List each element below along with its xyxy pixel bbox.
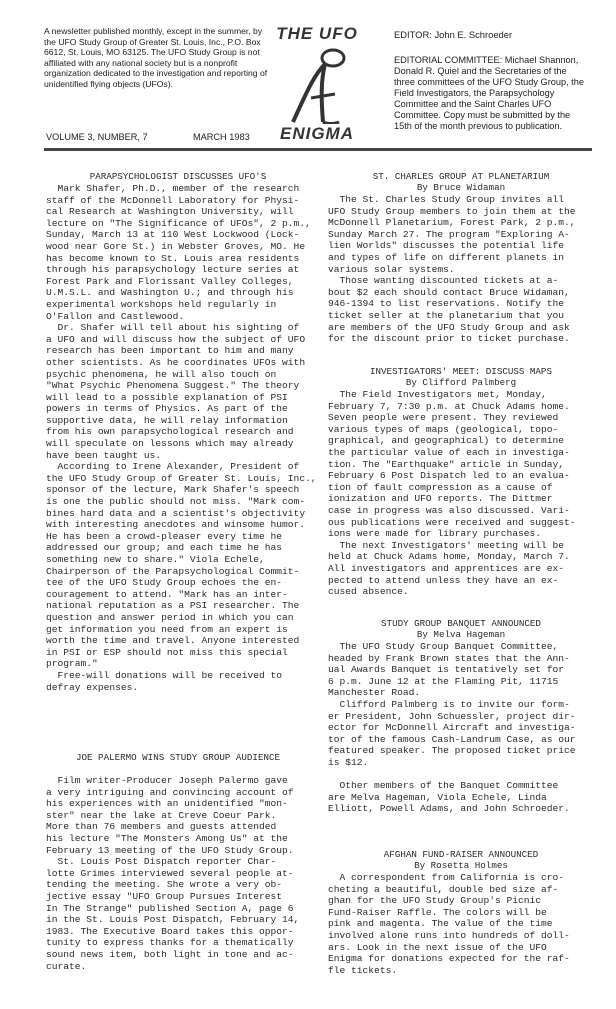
article-investigators (328, 389, 576, 598)
article-line: are Melva Hageman, Viola Echele, Linda (328, 791, 547, 803)
article-headline: STUDY GROUP BANQUET ANNOUNCED By Melva Hageman (326, 618, 596, 641)
article-line: in the St. Louis Post Dispatch, February 14, (46, 914, 300, 926)
article-line: Dr. Shafer will tell about his sighting of (46, 322, 300, 334)
editor-line: EDITOR: John E. Schroeder (394, 29, 513, 40)
article-line: various types of maps (geological, topo- (328, 423, 559, 435)
article-line: He has been a crowd-pleaser every time he (46, 530, 283, 542)
article-line: his lecture "The Monsters Among Us" at the (46, 832, 288, 844)
article-line: a very intriguing and convincing account of (46, 786, 294, 798)
article-line: ous publications were received and suggest- (328, 516, 576, 528)
article-line: The next Investigators' meeting will be (328, 539, 565, 551)
article-line: Free-will donations will be received to (46, 669, 283, 681)
article-line: powers in terms of Physics. As part of the (46, 403, 288, 415)
article-line: Those wanting discounted tickets at a- (328, 275, 559, 287)
article-line: Elliott, Powell Adams, and John Schroeder. (328, 803, 570, 815)
article-line: defray expenses. (46, 681, 139, 693)
article-line: Mark Shafer, Ph.D., member of the research (46, 183, 300, 194)
article-line: All investigators and apprentices are ex- (328, 562, 565, 574)
article-line: have been taught us. (46, 449, 162, 461)
article-line: Enigma for donations expected for the raf- (328, 953, 570, 965)
article-line: ions were made for library purchases. (328, 528, 542, 540)
article-line: Clifford Palmberg is to invite our form- (328, 698, 570, 710)
article-line: U.M.S.L. and Washington U.; and through his (46, 287, 294, 299)
article-line: held at Chuck Adams home, Monday, March 7. (328, 551, 570, 563)
article-line: More than 76 members and guests attended (46, 821, 277, 833)
article-line: February 7, 7:30 p.m. at Chuck Adams home. (328, 400, 570, 412)
article-line: lien Worlds" discusses the potential life (328, 240, 565, 252)
article-line: fle tickets. (328, 964, 398, 976)
article-byline: By Clifford Palmberg (405, 377, 517, 389)
article-line: experimental workshops held regularly in (46, 298, 277, 310)
article-line: from his own parapsychological research and (46, 426, 294, 438)
article-headline: JOE PALERMO WINS STUDY GROUP AUDIENCE (76, 752, 280, 763)
article-line: a UFO and will discuss how the subject of UFO (46, 333, 306, 345)
article-line: Seven people were present. They reviewed (328, 412, 559, 424)
article-line: get information you need from an expert is (46, 623, 288, 635)
article-line: Fund-Raiser Raffle. The colors will be (328, 906, 547, 918)
article-line: jective essay "UFO Group Pursues Interest (46, 890, 283, 902)
article-line: The Field Investigators met, Monday, (328, 389, 547, 400)
article-afghan (328, 872, 570, 976)
article-line: UFO Study Group members to join them at the (328, 205, 576, 217)
article-line: through his parapsychology lecture series at (46, 264, 300, 276)
article-line: and types of life on different planets in (328, 251, 565, 263)
article-line: psychic phenomena, he will also touch on (46, 368, 277, 380)
article-line: tee of the UFO Study Group echoes the en- (46, 577, 283, 589)
article-line: lotte Grimes interviewed several people at- (46, 867, 294, 879)
article-line: According to Irene Alexander, President of (46, 461, 300, 473)
article-line: involved alone runs into hundreds of doll- (328, 929, 570, 941)
article-line: tion of fault compression as a cause of (328, 481, 553, 493)
article-palermo (46, 775, 299, 972)
article-line: bout $2 each should contact Bruce Widaman, (328, 286, 570, 298)
article-byline: By Melva Hageman (416, 629, 506, 641)
article-line: The St. Charles Study Group invites all (328, 194, 565, 205)
article-banquet (328, 641, 576, 815)
logo-title-bottom: ENIGMA (280, 124, 354, 143)
article-planetarium (328, 194, 576, 345)
article-line: couragement to attend. "Mark has an inter- (46, 588, 288, 600)
article-line: cheting a beautiful, double bed size af- (328, 883, 559, 895)
volume-number: VOLUME 3, NUMBER, 7 (46, 132, 148, 142)
article-byline: By Rosetta Holmes (414, 860, 508, 872)
article-line: something new to share." Viola Echele, (46, 554, 265, 565)
article-line: Film writer-Producer Joseph Palermo gave (46, 775, 288, 786)
article-line: ual Awards Banquet is tentatively set for (328, 664, 565, 676)
article-line: for the discount prior to ticket purchase. (328, 333, 570, 345)
article-line: cused absence. (328, 586, 409, 598)
article-line: 1983. The Executive Board takes this oppor- (46, 925, 294, 937)
article-line: staff of the McDonnell Laboratory for Physi- (46, 194, 300, 206)
article-line: ghan for the UFO Study Group's Picnic (328, 895, 542, 907)
article-line: "What Psychic Phenomena Suggest." The theory (46, 380, 300, 392)
article-line: the UFO Study Group of Greater St. Louis, Inc., (46, 472, 317, 484)
article-line: St. Louis Post Dispatch reporter Char- (46, 856, 277, 868)
article-line: ticket seller at the planetarium that you (328, 309, 565, 321)
article-line: The UFO Study Group Banquet Committee, (328, 641, 559, 652)
article-line: Other members of the Banquet Committee (328, 780, 559, 792)
article-line: question and answer period in which you can (46, 611, 294, 623)
article-line: 946-1394 to list reservations. Notify the (328, 298, 565, 310)
article-line: lecture on "The Significance of UFOs", 2 p.m., (46, 217, 311, 229)
article-line: in PSI or ESP should not miss this special (46, 646, 288, 658)
issue-date: MARCH 1983 (193, 132, 250, 142)
article-line: O'Fallon and Castlewood. (46, 310, 185, 322)
article-line: cal Research at Washington University, will (46, 206, 294, 218)
article-line: featured speaker. The proposed ticket price (328, 745, 576, 757)
article-line: is one the public should not miss. "Mark com- (46, 496, 306, 508)
article-headline: INVESTIGATORS' MEET: DISCUSS MAPS By Clifford Palmberg (326, 366, 596, 389)
article-line: will lead to a possible explanation of PSI (46, 391, 288, 403)
article-line: his experiences with an unidentified "mon- (46, 798, 288, 810)
article-line: sponsor of the lecture, Mark Shafer's speech (46, 484, 300, 496)
article-line (328, 769, 576, 781)
article-parapsychologist (46, 183, 317, 693)
article-line: pink and magenta. The value of the time (328, 918, 553, 930)
article-headline: AFGHAN FUND-RAISER ANNOUNCED By Rosetta Holmes (326, 849, 596, 872)
article-headline: ST. CHARLES GROUP AT PLANETARIUM By Bruce Widaman (326, 171, 596, 194)
article-byline: By Bruce Widaman (416, 182, 506, 194)
article-line: Sunday March 27. The program "Exploring A- (328, 228, 570, 240)
article-line: 6 p.m. June 12 at the Flaming Pit, 11715 (328, 675, 559, 687)
article-line: February 13 meeting of the UFO Study Group. (46, 844, 294, 856)
article-line: the particular value of each in investiga- (328, 446, 570, 458)
article-line: other scientists. As he coordinates UFOs with (46, 356, 306, 368)
article-line: February 6 Post Dispatch led to an evalua- (328, 470, 570, 482)
article-line: In The Strange" published Section A, page 6 (46, 902, 294, 914)
article-line: bines hard data and a scientist's objectivity (46, 507, 306, 519)
article-line: tor of the famous Cash-Landrum Case, as our (328, 733, 576, 745)
article-line: supportive data, he will relay information (46, 414, 288, 426)
article-line: curate. (46, 960, 87, 972)
article-line: are members of the UFO Study Group and ask (328, 321, 570, 333)
article-line: Forest Park and Florissant Valley Colleges, (46, 275, 294, 287)
masthead-intro: A newsletter published monthly, except in the summer, by the UFO Study Group of Greater St. Louis, Inc., P.O. Box 6612, St. Louis, MO 63125. The UFO Study Group is not affiliated with any national society but is a nonprofit organization dedicated to the investigation and reporting of unidentified flying objects (UFOs). (44, 26, 268, 89)
article-line: is $12. (328, 756, 369, 768)
article-line: wood near Gore St.) in Webster Groves, MO. He (46, 240, 306, 252)
article-line: research has been important to him and many (46, 345, 294, 357)
article-line: with interesting anecdotes and winsome humor. (46, 519, 306, 531)
article-headline: PARAPSYCHOLOGIST DISCUSSES UFO'S (89, 171, 267, 182)
editorial-committee: EDITORIAL COMMITTEE: Michael Shannon, Donald R. Quiel and the Secretaries of the three committees of the UFO Study Group, the Field Investigators, the Parapsychology Committee and the Saint Charles UFO Committee. Copy must be submitted by the 15th of the month previous to publication. (394, 55, 584, 131)
article-line: program." (46, 658, 98, 670)
article-line: Sunday, March 13 at 110 West Lockwood (Lock- (46, 229, 300, 241)
article-line: ector for McDonnell Aircraft and investiga- (328, 722, 576, 734)
article-line: headed by Frank Brown states that the Ann- (328, 652, 570, 664)
newsletter-logo (271, 24, 363, 150)
article-line: will speculate on lessons which may already (46, 438, 294, 450)
masthead-divider (44, 148, 592, 151)
article-line: worth the time and travel. Anyone interested (46, 635, 300, 647)
article-line: sound news item, both light in tone and ac- (46, 948, 294, 960)
article-line: addressed our group; and each time he has (46, 542, 283, 554)
article-line: A correspondent from California is cro- (328, 872, 565, 883)
article-line: er President, John Schuessler, project dir- (328, 710, 576, 722)
article-line: Chairperson of the Parapsychological Commit- (46, 565, 300, 577)
logo-title-top: THE UFO (276, 24, 358, 43)
article-line: Manchester Road. (328, 687, 421, 699)
alien-figure-icon (283, 46, 351, 124)
article-line: has become known to St. Louis area residents (46, 252, 300, 264)
article-line: national reputation as a PSI researcher. The (46, 600, 300, 612)
article-line: McDonnell Planetarium, Forest Park, 2 p.m., (328, 217, 576, 229)
article-line: tion. The "Earthquake" article in Sunday, (328, 458, 565, 470)
article-line: graphical, and geographical) to determine (328, 435, 565, 447)
article-line: case in progress was also discussed. Vari- (328, 504, 570, 516)
article-line: ionization and UFO reports. The Dittmer (328, 493, 553, 505)
article-line: tending the meeting. She wrote a very ob- (46, 879, 283, 891)
article-line: ster" near the lake at Creve Coeur Park. (46, 809, 277, 821)
article-line: ars. Look in the next issue of the UFO (328, 941, 547, 953)
article-line: tunity to express thanks for a thematically (46, 937, 294, 949)
article-line: pected to attend unless they have an ex- (328, 574, 559, 586)
article-line: various solar systems. (328, 263, 455, 275)
